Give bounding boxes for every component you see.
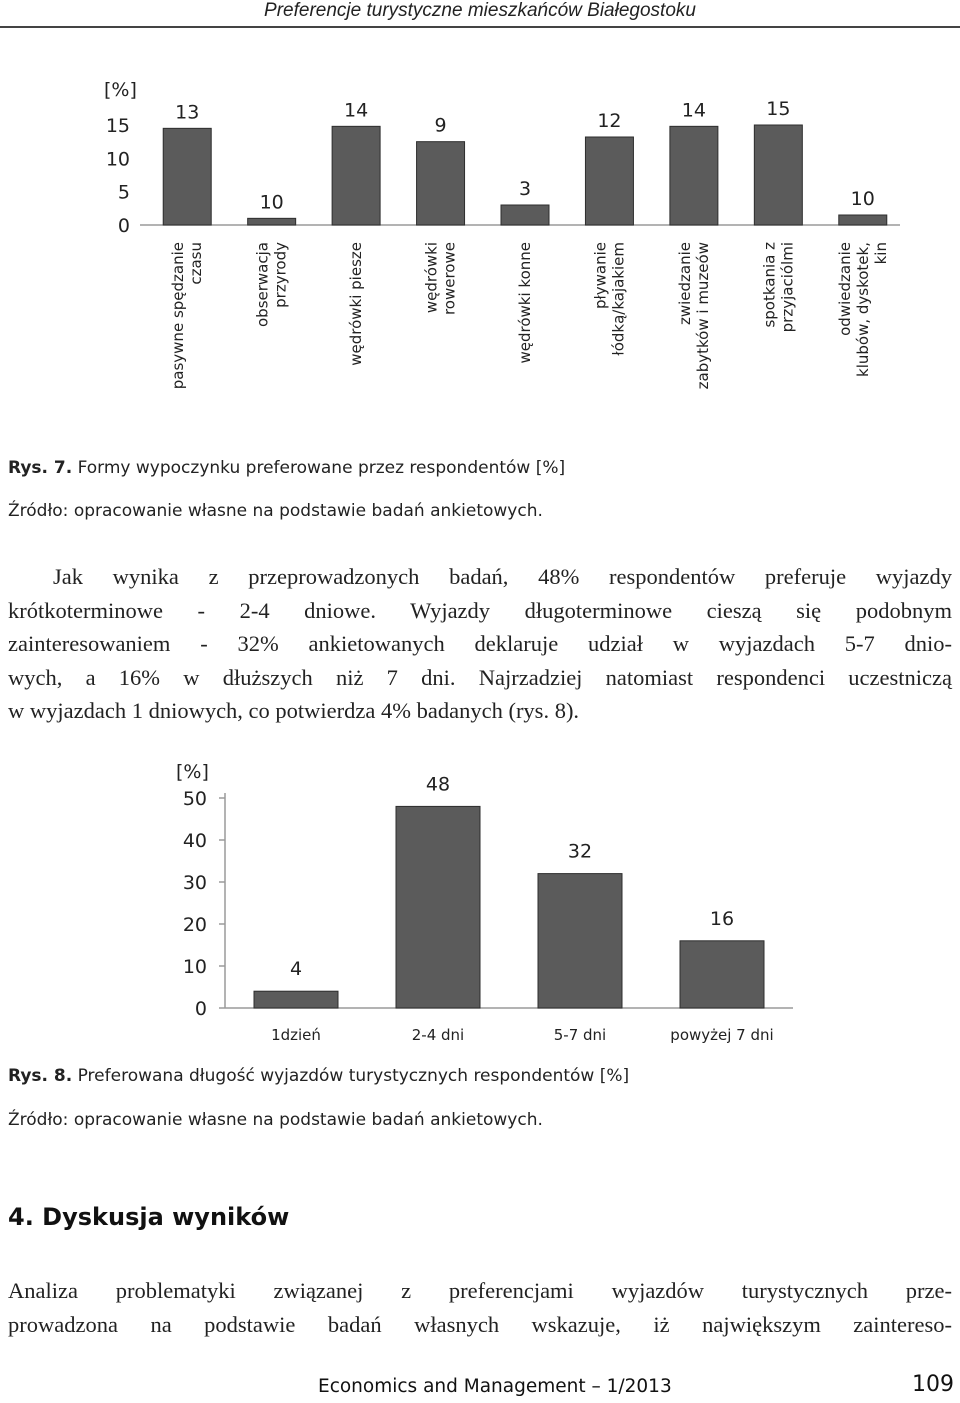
data-label: 13	[175, 101, 200, 124]
y-tick-label: 10	[182, 956, 207, 978]
data-label: 10	[850, 188, 875, 210]
figure-7-source: Źródło: opracowanie własne na podstawie badań ankietowych.	[8, 501, 543, 521]
figure-7-label: Rys. 7.	[8, 458, 73, 478]
data-label: 15	[766, 98, 791, 120]
data-label: 10	[259, 191, 284, 214]
category-label: pływanie	[591, 242, 610, 310]
category-label: łódką/kajakiem	[609, 242, 628, 356]
category-label: obserwacja	[253, 242, 272, 327]
y-tick-label: 50	[182, 788, 207, 810]
paragraph-1-line: wych, a 16% w dłuższych niż 7 dni. Najrzadziej natomiast respondenci uczestniczą	[8, 664, 952, 690]
category-label: zabytków i muzeów	[693, 242, 712, 390]
figure-8-title: Preferowana długość wyjazdów turystycznych respondentów [%]	[72, 1066, 630, 1086]
figure-7-caption	[8, 458, 565, 478]
y-tick-label: 30	[182, 872, 207, 894]
chart-forms-of-recreation	[0, 60, 960, 415]
bar	[248, 218, 296, 225]
y-tick-label: 10	[105, 148, 130, 171]
chart-trip-duration	[0, 750, 960, 1050]
paragraph-1-line: krótkoterminowe - 2-4 dniowe. Wyjazdy długoterminowe cieszą się podobnym	[8, 597, 952, 623]
category-label: 5-7 dni	[553, 1026, 607, 1044]
category-label: wędrówki	[422, 242, 441, 314]
data-label: 4	[289, 958, 303, 981]
paragraph-1-line: zainteresowaniem - 32% ankietowanych deklaruje udział w wyjazdach 5-7 dnio-	[8, 631, 952, 657]
paragraph-2-line: prowadzona na podstawie badań własnych wskazuje, iż największym zaintereso-	[8, 1311, 952, 1337]
data-label: 32	[567, 840, 593, 863]
journal-footer: Economics and Management – 1/2013	[318, 1376, 672, 1397]
y-unit-label: [%]	[176, 761, 209, 783]
data-label: 12	[597, 110, 622, 132]
figure-8-label: Rys. 8.	[8, 1066, 73, 1086]
bar	[163, 128, 211, 225]
section-heading: 4. Dyskusja wyników	[8, 1203, 290, 1231]
figure-8-source: Źródło: opracowanie własne na podstawie badań ankietowych.	[8, 1110, 543, 1130]
data-label: 16	[709, 907, 735, 930]
data-label: 14	[344, 99, 369, 122]
header-rule	[0, 26, 960, 28]
y-tick-label: 40	[182, 830, 207, 852]
bar	[332, 126, 380, 225]
category-label: rowerowe	[440, 242, 459, 316]
bar	[585, 137, 633, 225]
bar	[680, 941, 764, 1008]
data-label: 14	[681, 99, 706, 122]
category-label: kin	[871, 242, 890, 265]
y-tick-label: 0	[194, 998, 207, 1020]
bar	[254, 991, 338, 1008]
category-label: przyjaciólmi	[778, 242, 797, 333]
y-tick-label: 5	[117, 181, 130, 204]
bar	[670, 126, 718, 225]
category-label: wędrówki piesze	[347, 242, 366, 366]
category-label: klubów, dyskotek,	[853, 242, 872, 377]
paragraph-1-line: w wyjazdach 1 dniowych, co potwierdza 4% badanych (rys. 8).	[8, 698, 580, 724]
category-label: czasu	[187, 242, 206, 285]
category-label: wędrówki konne	[516, 242, 534, 364]
body-paragraph-1	[8, 560, 952, 728]
category-label: odwiedzanie	[835, 242, 854, 336]
data-label: 48	[425, 773, 451, 796]
bar	[501, 205, 549, 225]
bar	[396, 806, 480, 1008]
bar	[754, 125, 802, 225]
bar	[538, 874, 622, 1008]
bar	[839, 215, 887, 225]
category-label: spotkania z	[760, 242, 779, 328]
data-label: 3	[518, 178, 532, 200]
y-tick-label: 20	[182, 914, 207, 936]
y-tick-label: 15	[105, 115, 130, 137]
category-label: zwiedzanie	[675, 242, 694, 326]
category-label: powyżej 7 dni	[670, 1026, 774, 1044]
figure-8-caption	[8, 1066, 629, 1086]
paragraph-1-line: Jak wynika z przeprowadzonych badań, 48% respondentów preferuje wyjazdy	[53, 564, 952, 589]
category-label: 1dzień	[271, 1026, 321, 1044]
y-tick-label: 0	[117, 215, 130, 237]
page-number: 109	[912, 1372, 954, 1397]
data-label: 9	[434, 114, 447, 137]
figure-7-title: Formy wypoczynku preferowane przez respondentów [%]	[72, 458, 566, 478]
y-unit-label: [%]	[104, 79, 137, 101]
running-header: Preferencje turystyczne mieszkańców Białegostoku	[264, 0, 696, 21]
category-label: przyrody	[271, 242, 290, 308]
body-paragraph-2	[8, 1274, 952, 1341]
paragraph-2-line: Analiza problematyki związanej z preferencjami wyjazdów turystycznych prze-	[8, 1278, 952, 1303]
category-label: 2-4 dni	[411, 1026, 465, 1044]
category-label: pasywne spędzanie	[169, 242, 188, 390]
bar	[417, 142, 465, 225]
